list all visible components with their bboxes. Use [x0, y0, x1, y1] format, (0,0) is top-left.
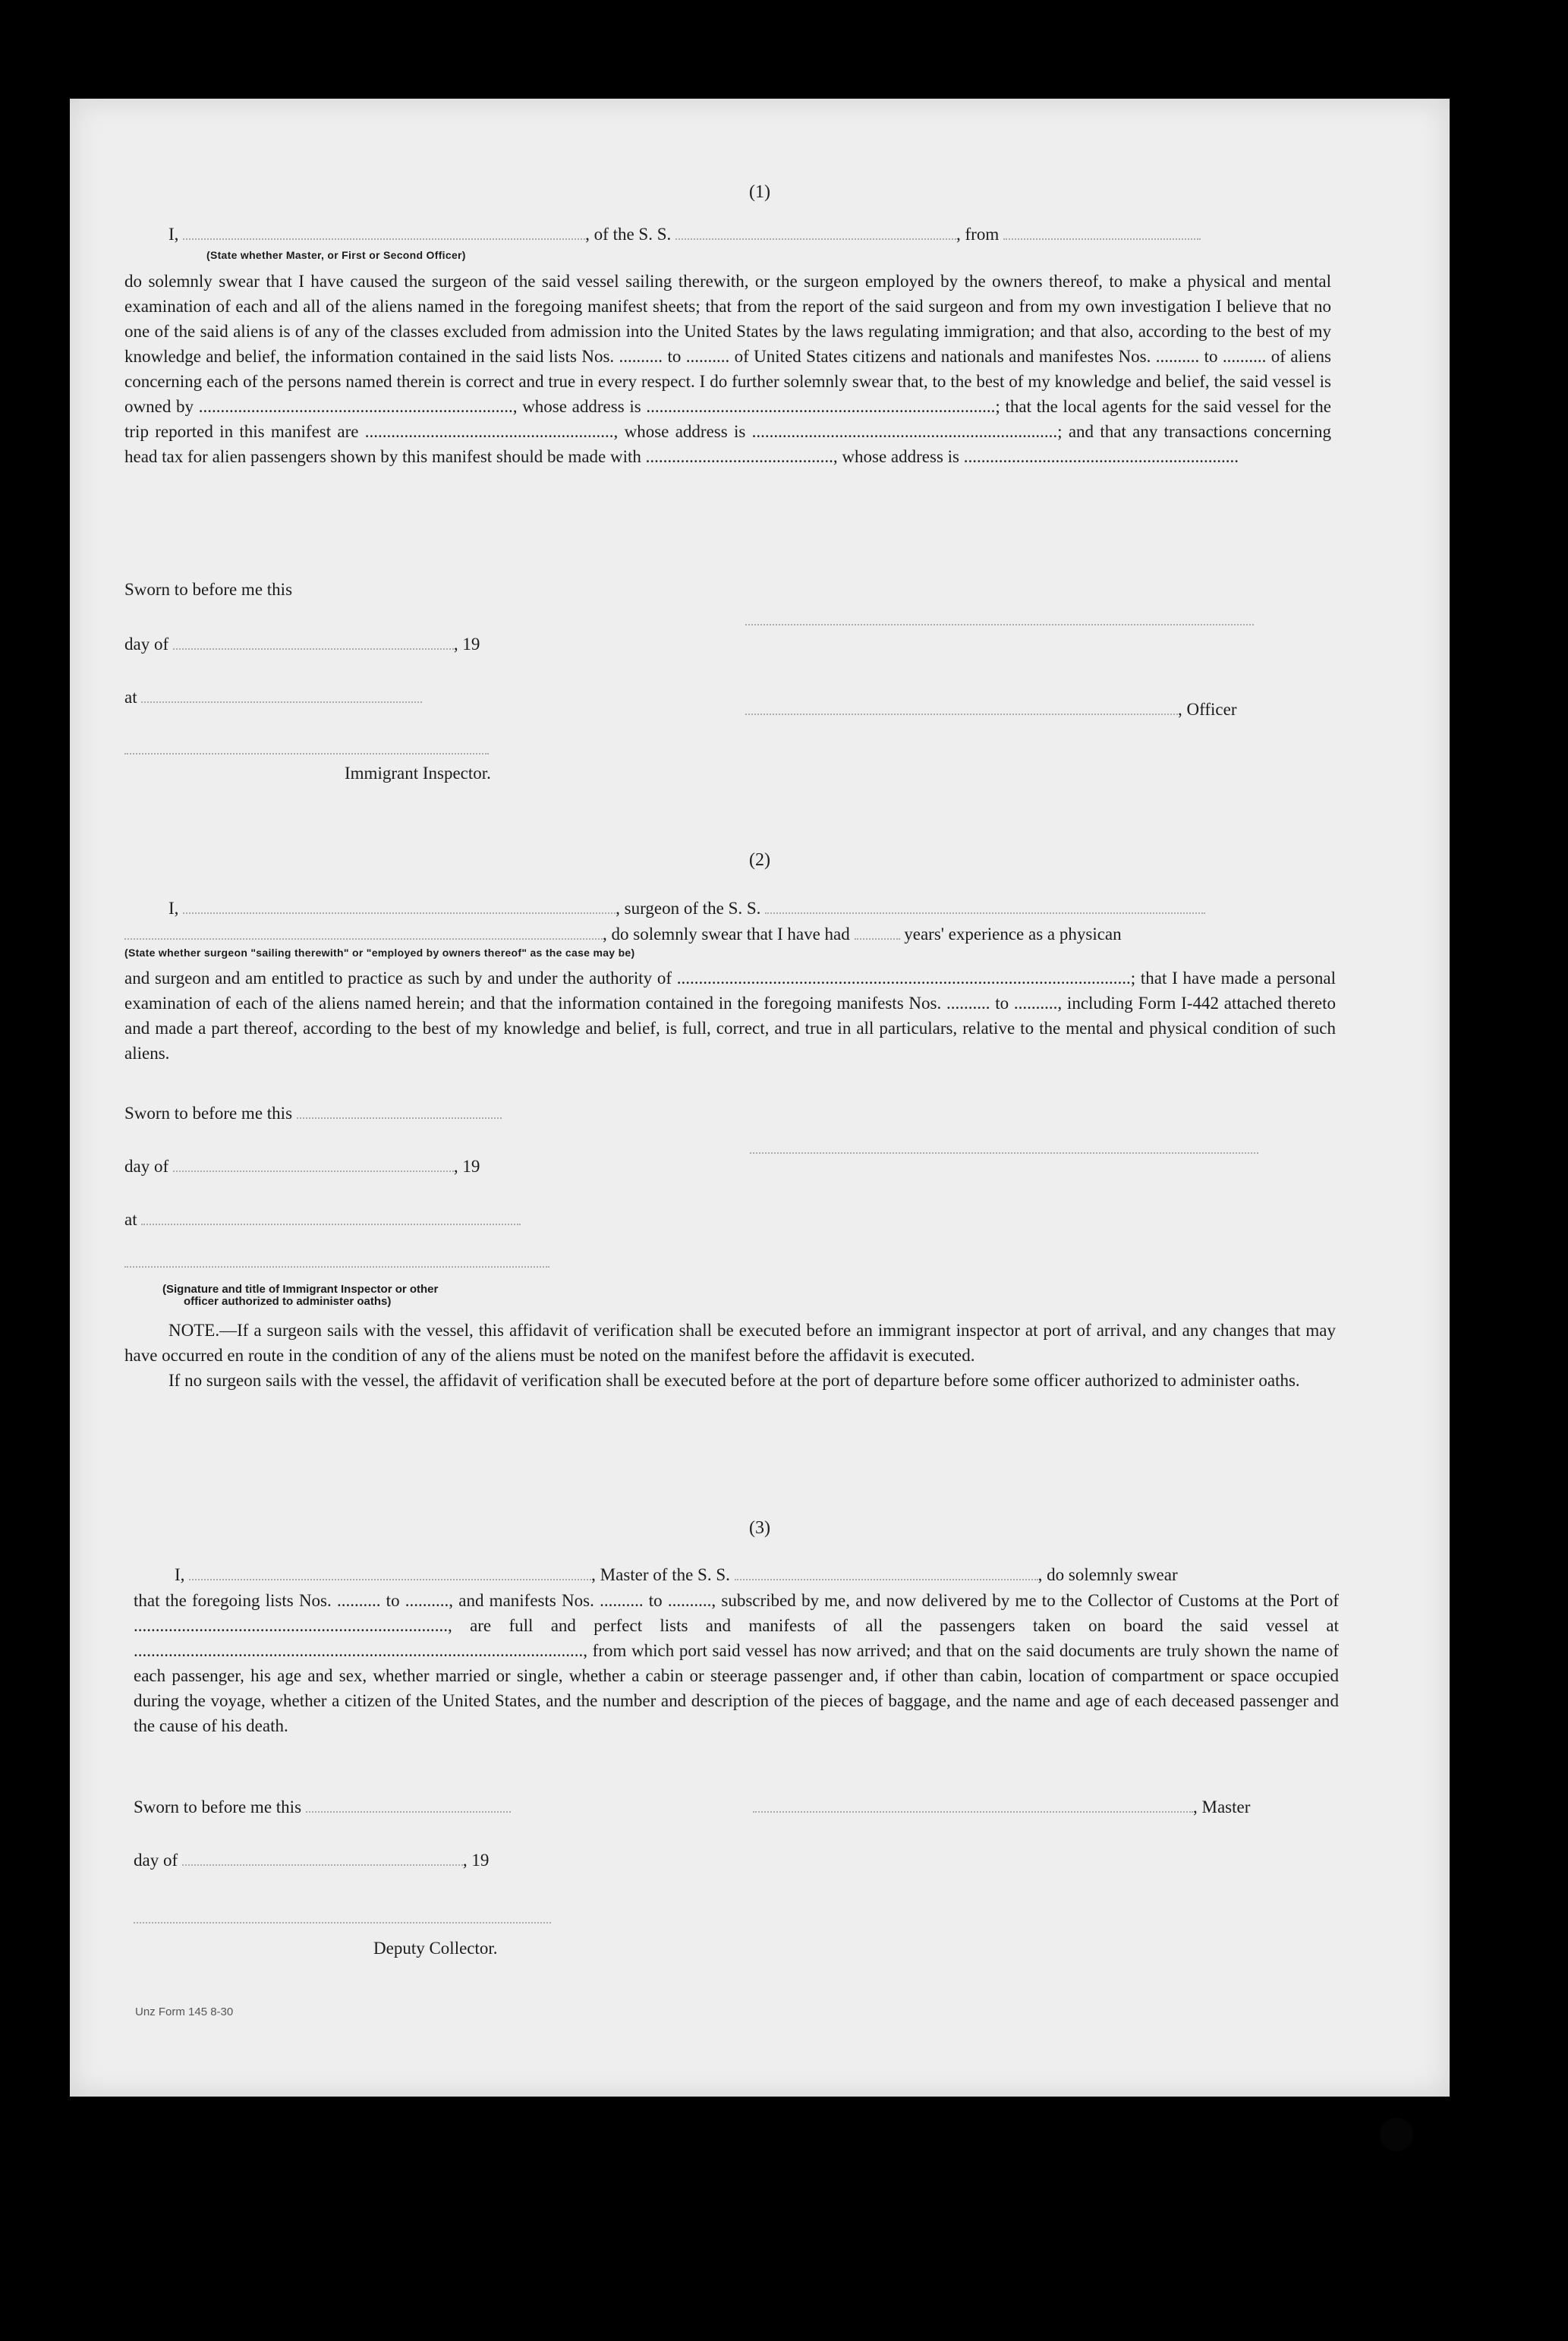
form-number: Unz Form 145 8-30	[135, 2005, 234, 2018]
section-2-surgeon-of-ss: , surgeon of the S. S.	[616, 899, 761, 918]
surgeon-name-field[interactable]	[183, 897, 616, 914]
section-2-body	[124, 966, 1336, 1066]
section-3-sworn: Sworn to before me this	[134, 1797, 302, 1816]
section-2-sworn-field[interactable]	[297, 1102, 502, 1119]
section-3-master-of-ss: , Master of the S. S.	[591, 1565, 730, 1584]
section-2-i: I,	[168, 899, 179, 918]
section-2-inspector-signature-line[interactable]	[124, 1265, 549, 1268]
section-1-inspector-label: Immigrant Inspector.	[345, 764, 491, 783]
section-1-day-of: day of	[124, 635, 169, 654]
surgeon-status-field[interactable]	[124, 923, 603, 940]
section-3-master-signature-field[interactable]	[753, 1796, 1193, 1813]
section-3-year: , 19	[462, 1851, 490, 1870]
section-3-collector-label: Deputy Collector.	[373, 1939, 498, 1958]
section-2-number: (2)	[749, 850, 770, 870]
section-2-signature-note-2: officer authorized to administer oaths)	[184, 1295, 392, 1308]
section-2-line-1	[168, 896, 1205, 921]
section-3-day-of: day of	[134, 1851, 178, 1870]
section-1-date-field[interactable]	[173, 633, 454, 650]
years-experience-field[interactable]	[855, 923, 900, 940]
section-3-vessel-field[interactable]	[735, 1564, 1038, 1580]
section-1-line-1	[168, 222, 1330, 247]
section-2-note-para-2: If no surgeon sails with the vessel, the affidavit of verification shall be executed before at the port of departure before some officer authorized to administer oaths.	[168, 1371, 1300, 1390]
section-1-officer-label: , Officer	[1178, 700, 1237, 719]
binder-hole	[1380, 2118, 1413, 2151]
section-2-surgeon-signature-line[interactable]	[750, 1151, 1258, 1154]
section-2-day-line	[124, 1154, 480, 1179]
section-2-sworn-line	[124, 1101, 502, 1126]
departure-port-field[interactable]	[1003, 223, 1201, 240]
section-2-notes	[124, 1318, 1336, 1393]
section-1-number: (1)	[749, 182, 770, 202]
section-1-paragraph: do solemnly swear that I have caused the surgeon of the said vessel sailing therewith, or the surgeon employed by the owners thereof, to make a physical and mental examination of each and all of the aliens named in the foregoing manifest sheets; that from the report of the said surgeon and from my own investigation I believe that no one of the said aliens is of any of the classes excluded from admission into the United States by the laws regulating immigration; and that also, according to the best of my knowledge and belief, the information contained in the said lists Nos. .......... to .......... of United States citizens and nationals and manifestes Nos. .......... to .......... of aliens concerning each of the persons named therein is correct and true in every respect. I do further solemnly swear that, to the best of my knowledge and belief, the said vessel is owned by ........................................................................, whose address is ................................................................................; that the local agents for the said vessel for the trip reported in this manifest are ........................................................., whose address is ......................................................................; and that any transactions concerning head tax for alien passengers shown by this manifest should be made with ..........................................., whose address is ...............................................................	[124, 272, 1331, 466]
officer-name-field[interactable]	[183, 223, 585, 240]
section-3-sworn-line	[134, 1794, 511, 1820]
section-3-day-line	[134, 1848, 489, 1873]
section-2-year: , 19	[453, 1157, 480, 1176]
section-2-date-field[interactable]	[173, 1155, 454, 1172]
section-1-place-field[interactable]	[141, 686, 422, 703]
section-1-of-ss: , of the S. S.	[585, 225, 672, 244]
section-3-body	[134, 1588, 1339, 1738]
section-1-year: , 19	[453, 635, 480, 654]
section-3-number: (3)	[749, 1518, 770, 1538]
section-3-master-label: , Master	[1193, 1797, 1251, 1816]
section-3-date-field[interactable]	[182, 1849, 463, 1866]
section-2-line-2	[124, 922, 1122, 947]
section-3-line-1	[175, 1562, 1178, 1587]
section-1-from: , from	[956, 225, 1000, 244]
section-1-officer-signature-field[interactable]	[745, 698, 1178, 715]
section-1-day-line	[124, 632, 480, 657]
vessel-name-field[interactable]	[675, 223, 956, 240]
master-name-field[interactable]	[189, 1564, 591, 1580]
section-2-paragraph: and surgeon and am entitled to practice as such by and under the authority of ........................................................................................................; that I have made a personal examination of each of the aliens named herein; and that the information contained in the foregoing manifests Nos. .......... to .........., including Form I-442 attached thereto and made a part thereof, according to the best of my knowledge and belief, is full, correct, and true in all particulars, relative to the mental and physical condition of such aliens.	[124, 969, 1336, 1063]
section-3-i: I,	[175, 1565, 185, 1584]
section-1-officer-line	[745, 697, 1236, 722]
section-1-rank-note: (State whether Master, or First or Second Officer)	[206, 249, 466, 261]
section-3-paragraph: that the foregoing lists Nos. .......... to .........., and manifests Nos. .......... to .........., subscribed by me, and now delivered by me to the Collector of Customs at the Port of ........................................................................, are full and perfect lists and manifests of all the passengers taken on board the said vessel at ......................................................................................................., from which port said vessel has now arrived; and that on the said documents are truly shown the name of each passenger, his age and sex, whether married or single, whether a cabin or steerage passenger and, if other than cabin, location of compartment or space occupied during the voyage, whether a citizen of the United States, and the number and description of the pieces of baggage, and the name and age of each deceased passenger and the cause of his death.	[134, 1591, 1339, 1735]
section-2-years-label: years' experience as a physican	[904, 925, 1122, 944]
section-3-master-line	[753, 1794, 1250, 1820]
section-1-sworn: Sworn to before me this	[124, 580, 293, 599]
section-2-status-note: (State whether surgeon "sailing therewith" or "employed by owners thereof" as the case may be)	[124, 947, 635, 959]
section-1-body	[124, 269, 1331, 469]
section-3-sworn-field[interactable]	[306, 1796, 511, 1813]
section-3-swear: , do solemnly swear	[1037, 1565, 1178, 1584]
section-2-day-of: day of	[124, 1157, 169, 1176]
section-2-signature-note-1: (Signature and title of Immigrant Inspector or other	[162, 1283, 439, 1296]
section-2-note-para-1: NOTE.—If a surgeon sails with the vessel, this affidavit of verification shall be executed before an immigrant inspector at port of arrival, and any changes that may have occurred en route in the condition of any of the aliens must be noted on the manifest before the affidavit is executed.	[124, 1321, 1336, 1365]
section-2-at-line	[124, 1207, 521, 1232]
section-1-i: I,	[168, 225, 179, 244]
form-page	[70, 99, 1450, 2097]
section-2-sworn: Sworn to before me this	[124, 1104, 293, 1123]
section-2-at: at	[124, 1210, 137, 1229]
section-3-collector-signature-line[interactable]	[134, 1920, 551, 1924]
section-1-at: at	[124, 688, 137, 707]
section-1-at-line	[124, 685, 422, 710]
section-1-inspector-signature-line[interactable]	[124, 751, 489, 755]
section-2-swear-years: , do solemnly swear that I have had	[603, 925, 850, 944]
section-2-vessel-field[interactable]	[765, 897, 1205, 914]
section-2-place-field[interactable]	[141, 1208, 521, 1225]
section-1-officer-signature-line[interactable]	[745, 622, 1254, 625]
